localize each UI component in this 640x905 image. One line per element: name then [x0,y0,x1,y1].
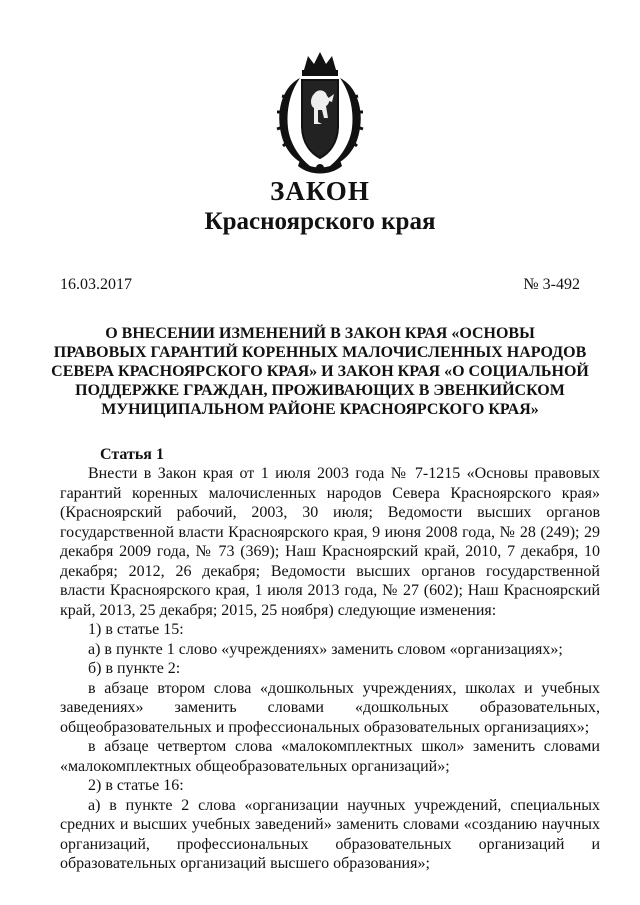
document-subtitle: Красноярского края [204,208,436,235]
heading-line: СЕВЕРА КРАСНОЯРСКОГО КРАЯ» И ЗАКОН КРАЯ «О СОЦИАЛЬНОЙ [51,363,589,380]
list-item: 2) в статье 16: [88,777,184,794]
document-number: № 3-492 [523,276,580,293]
heading-line: ПОДДЕРЖКЕ ГРАЖДАН, ПРОЖИВАЮЩИХ В ЭВЕНКИЙСКОМ [75,382,565,399]
heading-line: ПРАВОВЫХ ГАРАНТИЙ КОРЕННЫХ МАЛОЧИСЛЕННЫХ НАРОДОВ [53,344,587,361]
list-item: в абзаце втором слова «дошкольных учреждениях, школах и учебных заведениях» заменить словами «дошкольных образовательных, общеобразовательных и профессиональных образовательных организациях»; [60,679,600,736]
document-title: ЗАКОН [270,176,370,206]
document-date: 16.03.2017 [60,276,132,293]
list-item: 1) в статье 15: [88,621,184,638]
coat-of-arms-icon [270,48,370,178]
list-item: а) в пункте 2 слова «организации научных учреждений, специальных средних и высших учебных заведений» заменить словами «созданию научных организаций, профессиональных образовательных организаций и образовательных организаций высшего образования»; [60,796,600,872]
list-item: в абзаце четвертом слова «малокомплектных школ» заменить словами «малокомплектных общеобразовательных организаций»; [60,738,600,775]
article-intro-paragraph: Внести в Закон края от 1 июля 2003 года № 7-1215 «Основы правовых гарантий коренных малочисленных народов Севера Красноярского края» (Красноярский рабочий, 2003, 30 июля; Ведомости высших органов государственной власти Красноярского края, 9 июня 2008 года, № 28 (249); 29 декабря 2009 года, № 73 (369); Наш Красноярский край, 2010, 7 декабря, 10 декабря; 2012, 26 декабря; Ведомости высших органов государственной власти Красноярского края, 1 июля 2013 года, № 27 (602); Наш Красноярский край, 2013, 25 декабря; 2015, 25 ноября) следующие изменения: [60,465,600,619]
article-label: Статья 1 [100,446,164,463]
heading-line: О ВНЕСЕНИИ ИЗМЕНЕНИЙ В ЗАКОН КРАЯ «ОСНОВЫ [105,325,535,342]
article-body [60,464,600,874]
law-heading [50,324,590,419]
heading-line: МУНИЦИПАЛЬНОМ РАЙОНЕ КРАСНОЯРСКОГО КРАЯ» [101,401,539,418]
list-item: а) в пункте 1 слово «учреждениях» заменить словом «организациях»; [88,640,563,658]
list-item: б) в пункте 2: [88,660,181,677]
